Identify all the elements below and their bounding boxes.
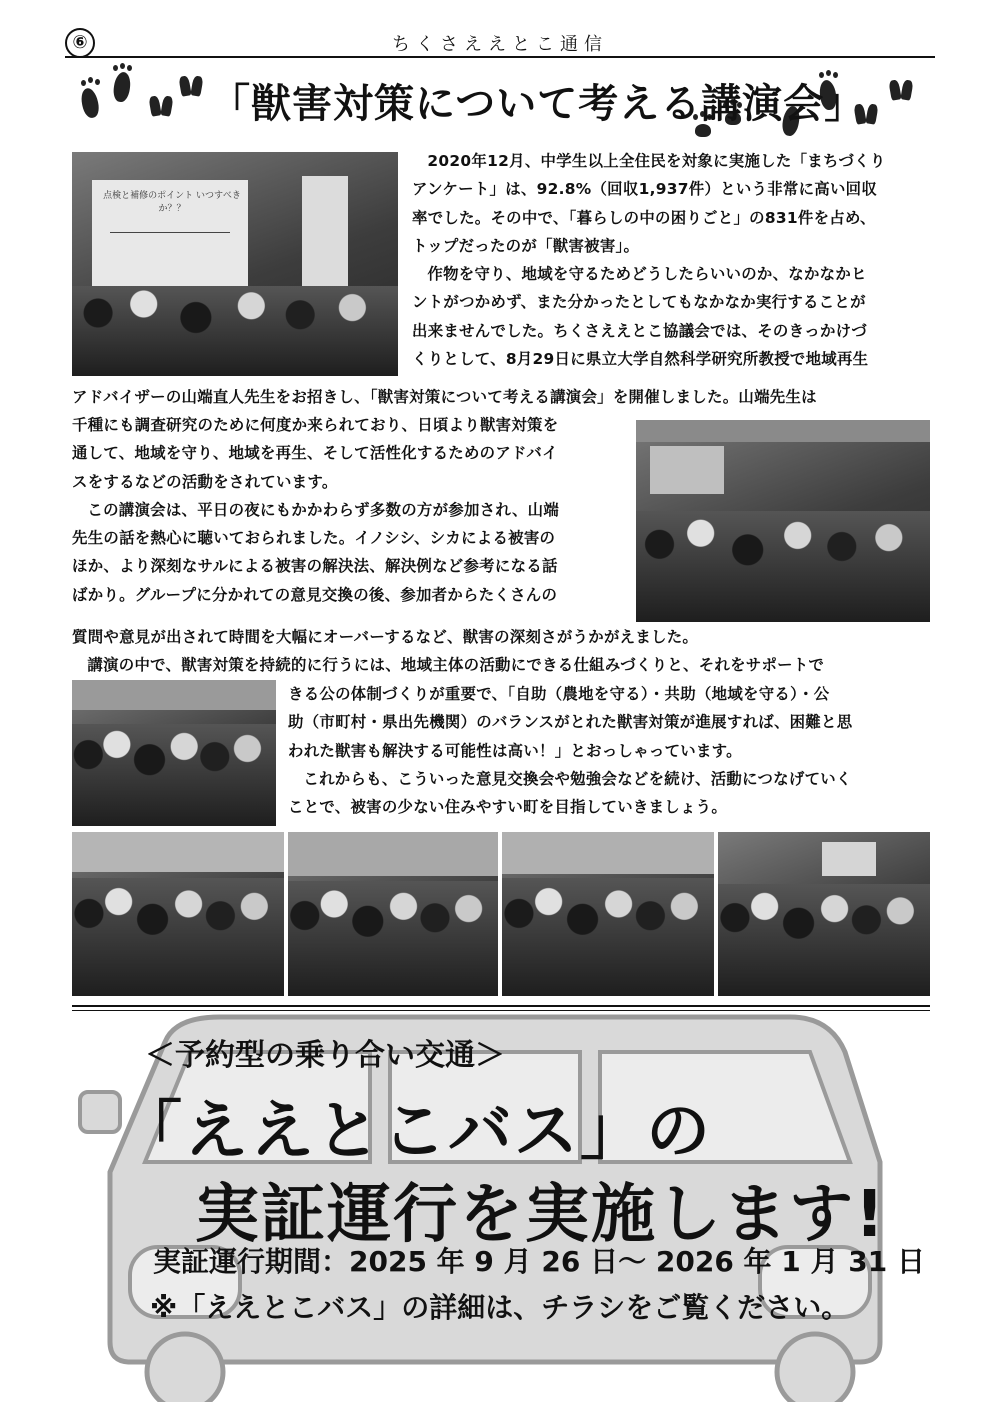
p2-line-3: 出来ませんでした。ちくさええとこ協議会では、そのきっかけづ: [412, 321, 868, 340]
section-divider: [72, 1005, 930, 1007]
group-discussion-photo-4: [502, 832, 714, 996]
group-discussion-photo-1: [72, 680, 276, 826]
p1-line-2: アンケート」は、92.8%（回収1,937件）という非常に高い回収: [412, 180, 878, 199]
p3-line-4: ばかり。グループに分かれての意見交換の後、参加者からたくさんの: [72, 585, 558, 604]
p4-wrap-line-3: われた獣害も解決する可能性は高い！」とおっしゃっています。: [288, 741, 742, 760]
p2-line-4: くりとして、8月29日に県立大学自然科学研究所教授で地域再生: [412, 350, 869, 369]
p2-wrap-line-1: 千種にも調査研究のために何度か来られており、日頃より獣害対策を: [72, 416, 559, 434]
article-body-middle: [72, 411, 627, 609]
p2-full-line: アドバイザーの山端直人先生をお招きし、「獣害対策について考える講演会」を開催しました。山端先生は: [72, 388, 817, 406]
bus-title-line-2: 実証運行を実施します!: [195, 1178, 887, 1252]
article-title: 「獣害対策について考える講演会」: [210, 81, 866, 127]
p1-line-1: 2020年12月、中学生以上全住民を対象に実施した「まちづくり: [427, 152, 886, 170]
p3-line-1: この講演会は、平日の夜にもかかわらず多数の方が参加され、山端: [87, 500, 560, 519]
bus-subtitle: ＜予約型の乗り合い交通＞: [145, 1038, 505, 1073]
p4-wrap-line-1: きる公の体制づくりが重要で、「自助（農地を守る）・共助（地域を守る）・公: [288, 685, 830, 703]
p3-line-2: 先生の話を熱心に聴いておられました。イノシシ、シカによる被害の: [72, 529, 556, 548]
group-discussion-photo-3: [288, 832, 498, 996]
group-discussion-photo-5: [718, 832, 930, 996]
animal-tracks-left-icon: [72, 66, 207, 146]
p1-line-4: トップだったのが「獣害被害」。: [412, 236, 640, 255]
p5-line-2: ことで、被害の少ない住みやすい町を目指していきましょう。: [288, 798, 728, 817]
p4-full-line: 講演の中で、獣害対策を持続的に行うには、地域主体の活動にできる仕組みづくりと、それをサポートで: [87, 656, 825, 674]
p1-line-3: 率でした。その中で、「暮らしの中の困りごと」の831件を占め、: [412, 208, 876, 227]
p2-wrap-line-3: スをするなどの活動をされています。: [72, 472, 338, 491]
article-body-top: [412, 147, 935, 373]
bus-title-line-1: 「ええとこバス」の: [118, 1095, 712, 1169]
section-divider-thin: [72, 1010, 930, 1011]
p2-line-2: ントがつかめず、また分かったとしてもなかなか実行することが: [412, 293, 866, 312]
p2-line-1: 作物を守り、地域を守るためどうしたらいいのか、なかなかヒ: [427, 265, 867, 284]
p3-line-3: ほか、より深刻なサルによる被害の解決法、解決例など参考になる話: [72, 557, 558, 576]
bus-details-note: ※「ええとこバス」の詳細は、チラシをご覧ください。: [150, 1291, 850, 1324]
operation-period: 実証運行期間：2025 年 9 月 26 日～ 2026 年 1 月 31 日: [153, 1245, 925, 1278]
lecture-photo: [72, 152, 398, 376]
p3-full-line: 質問や意見が出されて時間を大幅にオーバーするなど、獣害の深刻さがうかがえました。: [72, 628, 699, 646]
audience-photo: [636, 420, 930, 622]
p4-wrap-line-2: 助（市町村・県出先機関）のバランスがとれた獣害対策が進展すれば、困難と思: [288, 713, 853, 732]
article-body-bottom: [288, 680, 933, 821]
header-rule: [65, 56, 935, 58]
p2-wrap-line-2: 通して、地域を守り、地域を再生、そして活性化するためのアドバイ: [72, 444, 558, 463]
slide-title: 点検と補修のポイント いつすべきか？？: [103, 191, 241, 214]
group-discussion-photo-2: [72, 832, 284, 996]
p5-line-1: これからも、こういった意見交換会や勉強会などを続け、活動につなげていく: [303, 769, 852, 788]
newsletter-name: ちくさええとこ通信: [392, 34, 608, 55]
page-number: ⑥: [65, 28, 95, 58]
